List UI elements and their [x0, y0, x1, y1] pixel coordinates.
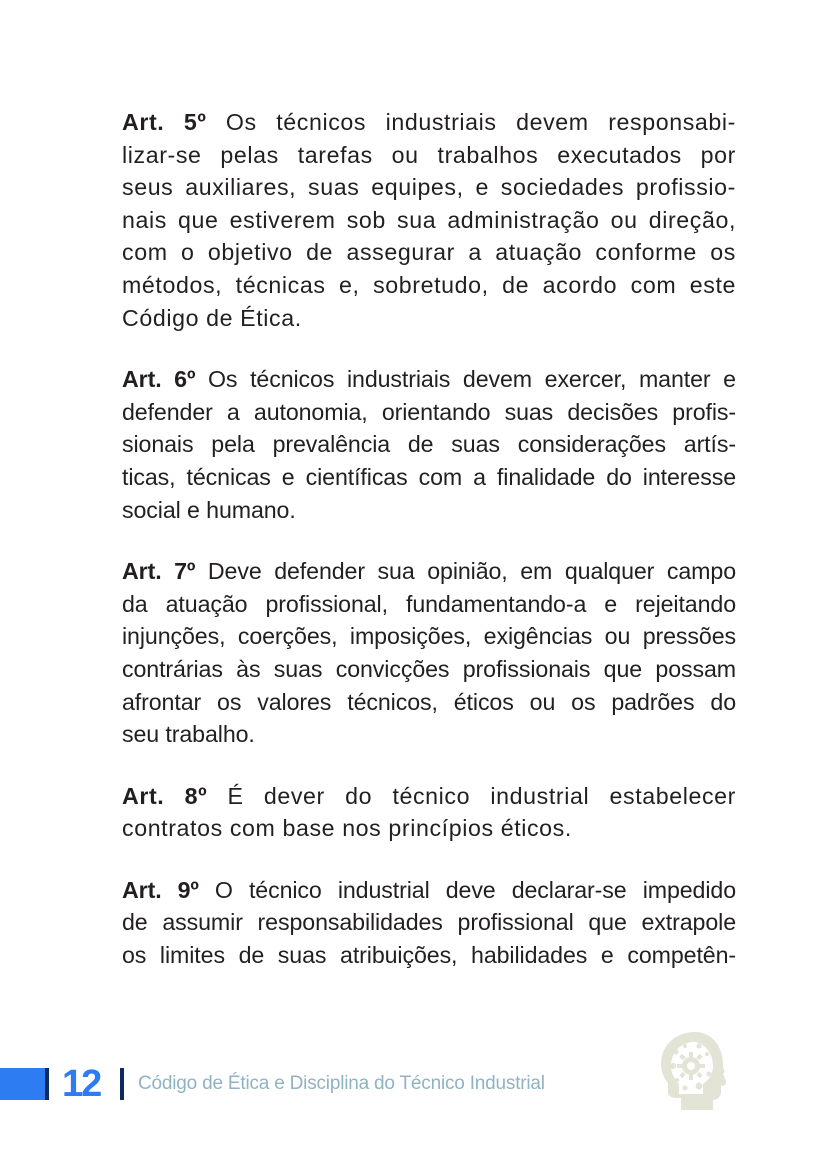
footer-divider	[120, 1068, 124, 1100]
document-body	[122, 106, 736, 1001]
article-5: Art. 5º Os técnicos industriais devem responsabi- lizar-se pelas tarefas ou trabalhos executados por seus auxiliares, suas equipes, e sociedades profissio- nais que estiverem sob sua administração ou direção, com o objetivo de assegurar a atuação conforme os métodos, técnicas e, sobretudo, de acordo com este Código de Ética.	[122, 109, 736, 331]
article-label: Art. 7º	[122, 558, 196, 585]
article-label: Art. 6º	[122, 366, 196, 393]
footer-accent-edge	[45, 1068, 49, 1100]
article-7: Art. 7º Deve defender sua opinião, em qualquer campo da atuação profissional, fundamentando-a e rejeitando injunções, coerções, imposições, exigências ou pressões contrárias às suas convicções profissionais que possam afrontar os valores técnicos, éticos ou os padrões do seu trabalho.	[122, 558, 736, 748]
footer-accent-bar	[0, 1068, 45, 1100]
head-with-gears-icon	[655, 1028, 735, 1114]
article-label: Art. 5º	[122, 109, 207, 135]
article-9: Art. 9º O técnico industrial deve declarar-se impedido de assumir responsabilidades profissional que extrapole os limites de suas atribuições, habilidades e competên-	[122, 876, 736, 969]
page-number: 12	[62, 1063, 101, 1105]
article-label: Art. 9º	[122, 876, 199, 903]
article-8: Art. 8º É dever do técnico industrial estabelecer contratos com base nos princípios éticos.	[122, 782, 736, 842]
footer-document-title: Código de Ética e Disciplina do Técnico Industrial	[138, 1073, 545, 1094]
article-6: Art. 6º Os técnicos industriais devem exercer, manter e defender a autonomia, orientando suas decisões profis- sionais pela prevalência de suas considerações artís- ticas, técnicas e científicas com a finalidade do interesse social e humano.	[122, 366, 736, 523]
article-label: Art. 8º	[122, 782, 208, 809]
page-footer	[0, 1063, 827, 1106]
